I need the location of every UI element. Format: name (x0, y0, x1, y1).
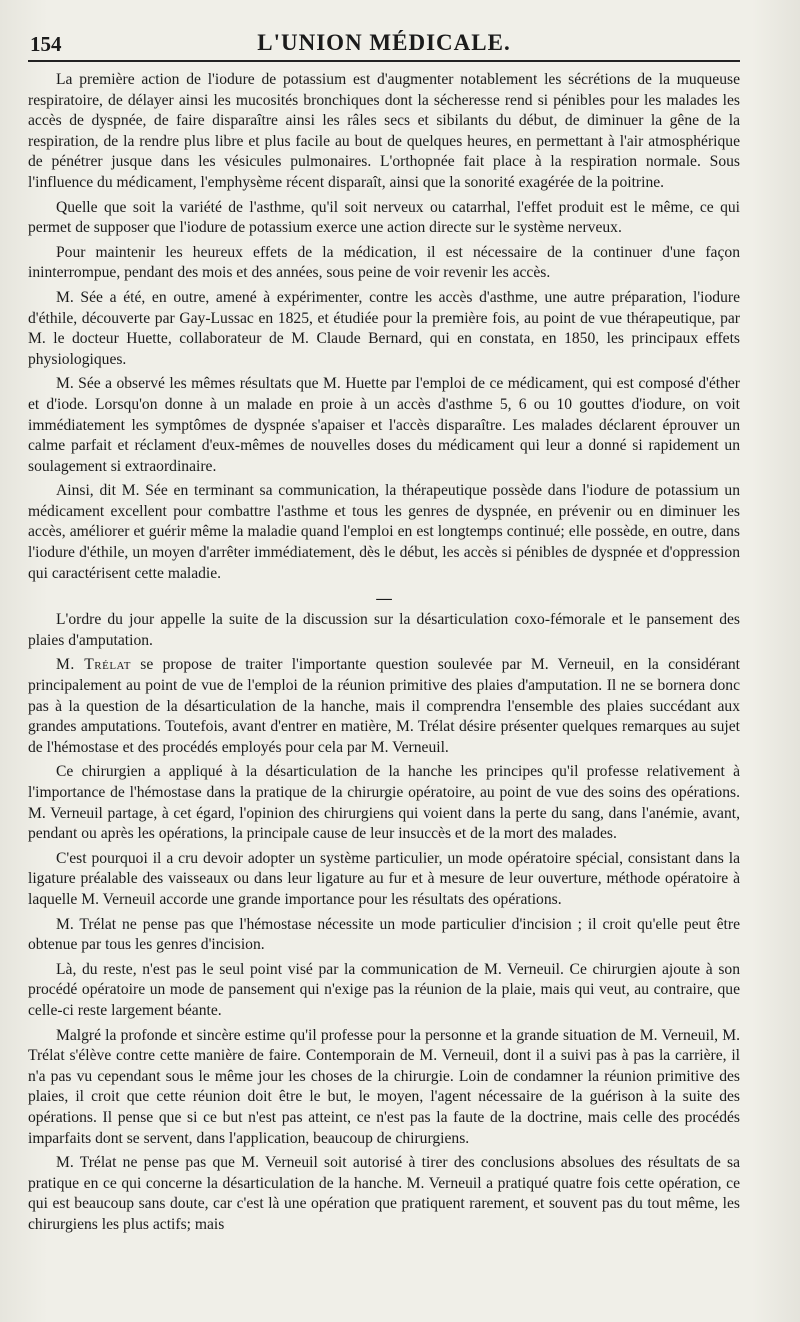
paragraph: Malgré la profonde et sincère estime qu'il professe pour la personne et la grande situation de M. Verneuil, M. Trélat s'élève contre cette manière de faire. Contemporain de M. Verneuil, dont il a suivi pas à pas la carrière, il n'a pas vu cependant sous le même jour les choses de la chirurgie. Loin de condamner la réunion primitive des plaies, il croit que cette réunion doit être le but, le moyen, l'agent nécessaire de la guérison à la suite des opérations. Il pense que si ce but n'est pas atteint, ce n'est pas la faute de la doctrine, mais celle des procédés imparfaits dont se servent, dans l'application, beaucoup de chirurgiens. (28, 1026, 740, 1147)
paragraph-text: se propose de traiter l'importante question soulevée par M. Verneuil, en la considérant principalement au point de vue de l'emploi de la réunion primitive des plaies d'amputation. Il ne se bornera donc pas à la question de la désarticulation de la hanche, mais il comprendra l'ensemble des plaies succédant aux grandes amputations. Toutefois, avant d'entrer en matière, M. Trélat désire présenter quelques remarques au sujet de l'hémostase et des procédés employés pour cela par M. Verneuil. (28, 656, 741, 756)
paragraph: C'est pourquoi il a cru devoir adopter un système particulier, un mode opératoire spécial, consistant dans la ligature préalable des vaisseaux ou dans leur ligature au fur et à mesure de leur ouverture, méthode opératoire à laquelle M. Verneuil accorde une grande importance pour les résultats des opérations. (28, 849, 740, 908)
running-title: L'UNION MÉDICALE. (257, 30, 511, 55)
speaker-name: M. Trélat (56, 656, 132, 674)
page-header (28, 26, 740, 62)
paragraph: M. Trélat ne pense pas que M. Verneuil soit autorisé à tirer des conclusions absolues des résultats de sa pratique en ce qui concerne la désarticulation de la hanche. M. Verneuil a pratiqué quatre fois cette opération, ce qui est beaucoup sans doute, car c'est là une opération que pratiquent rarement, et souvent pas du tout même, les chirurgiens les plus actifs; mais (28, 1154, 740, 1233)
paragraph-trelat-intro (28, 655, 740, 758)
paragraph: M. Sée a observé les mêmes résultats que M. Huette par l'emploi de ce médicament, qui est composé d'éther et d'iode. Lorsqu'on donne à un malade en proie à un accès d'asthme 5, 6 ou 10 gouttes d'iodure, on voit immédiatement les symptômes de dyspnée s'apaiser et l'accès disparaître. Les malades déclarent éprouver un calme parfait et réclament d'eux-mêmes de nouvelles doses du médicament qui leur a donné si rapidement un soulagement si extraordinaire. (28, 375, 740, 475)
section-separator: — (376, 590, 392, 608)
paragraph: La première action de l'iodure de potassium est d'augmenter notablement les sécrétions de la muqueuse respiratoire, de délayer ainsi les mucosités bronchiques dont la sécheresse rend si pénibles pour les malades les accès de dyspnée, de faire disparaître ainsi les râles secs et sibilants du début, de diminuer la gêne de la respiration, de la rendre plus libre et plus facile au bout de quelques heures, en permettant à l'air atmosphérique de pénétrer jusque dans les vésicules pulmonaires. L'orthopnée fait place à la respiration normale. Sous l'influence du médicament, l'emphysème récent disparaît, ainsi que la sonorité exagérée de la poitrine. (28, 71, 740, 191)
paragraph: Ce chirurgien a appliqué à la désarticulation de la hanche les principes qu'il professe relativement à l'importance de l'hémostase dans la pratique de la chirurgie opératoire, au point de vue des soins des opérations. M. Verneuil partage, à cet égard, l'opinion des chirurgiens qui voient dans la perte du sang, dans l'anémie, avant, pendant ou après les opérations, la principale cause de leur insuccès et de la mort des malades. (28, 763, 740, 843)
paragraph: M. Sée a été, en outre, amené à expérimenter, contre les accès d'asthme, une autre préparation, l'iodure d'éthile, découverte par Gay-Lussac en 1825, et étudiée pour la première fois, au point de vue thérapeutique, par M. le docteur Huette, collaborateur de M. Claude Bernard, qui en constata, en 1850, les principaux effets physiologiques. (28, 288, 740, 368)
paragraph: Là, du reste, n'est pas le seul point visé par la communication de M. Verneuil. Ce chirurgien ajoute à son procédé opératoire un mode de pansement qui n'exige pas la réunion de la plaie, mais qui veut, au contraire, que celle-ci reste largement béante. (28, 960, 740, 1019)
page-number: 154 (30, 32, 62, 56)
paragraph: L'ordre du jour appelle la suite de la discussion sur la désarticulation coxo-fémorale et le pansement des plaies d'amputation. (28, 611, 740, 649)
paragraph: Quelle que soit la variété de l'asthme, qu'il soit nerveux ou catarrhal, l'effet produit est le même, ce qui permet de supposer que l'iodure de potassium exerce une action directe sur le système nerveux. (28, 198, 740, 237)
paragraph: Ainsi, dit M. Sée en terminant sa communication, la thérapeutique possède dans l'iodure de potassium un médicament excellent pour combattre l'asthme et tous les genres de dyspnée, en prévenir ou en diminuer les accès, améliorer et guérir même la maladie quand l'emploi en est longtemps continué; elle possède, en outre, dans l'iodure d'éthile, un moyen d'arrêter immédiatement, dès le début, les accès si pénibles de dyspnée et d'oppression qui caractérisent cette maladie. (28, 482, 740, 582)
paragraph: Pour maintenir les heureux effets de la médication, il est nécessaire de la continuer d'une façon ininterrompue, pendant des mois et des années, sous peine de voir revenir les accès. (28, 243, 740, 282)
article-body (28, 70, 740, 1235)
paragraph: M. Trélat ne pense pas que l'hémostase nécessite un mode particulier d'incision ; il croit qu'elle peut être obtenue par tous les genres d'incision. (28, 915, 740, 954)
